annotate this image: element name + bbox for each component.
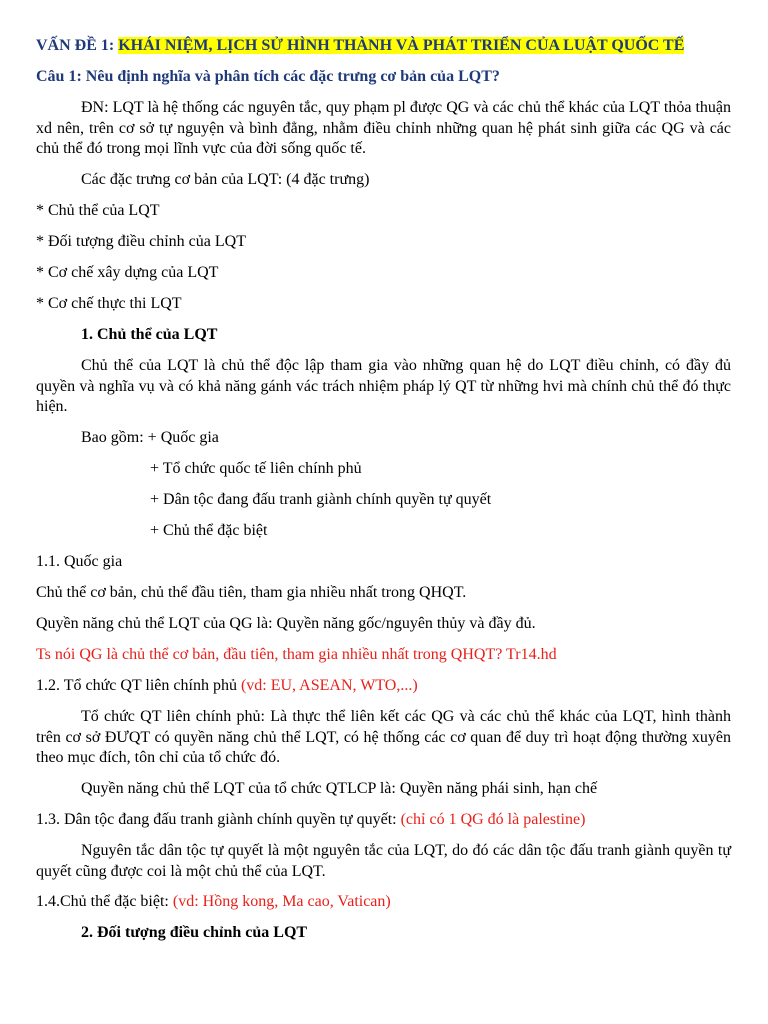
subsection-1-2-example: (vd: EU, ASEAN, WTO,...) — [240, 677, 418, 694]
section1-paragraph: Chủ thể của LQT là chủ thể độc lập tham gia vào những quan hệ do LQT điều chỉnh, có đầy đủ quyền và nghĩa vụ và có khả năng gánh vác trách nhiệm pháp lý QT từ những hvi mà chính chủ thể đó thực hiện. — [36, 357, 731, 415]
subsection-1-3-title: 1.3. Dân tộc đang đấu tranh giành chính quyền tự quyết: — [36, 811, 401, 828]
subsection-1-4-title: 1.4.Chủ thể đặc biệt: — [36, 893, 173, 910]
includes-item: + Chủ thể đặc biệt — [150, 522, 268, 539]
section2-heading: 2. Đối tượng điều chỉnh của LQT — [81, 924, 308, 941]
subsection-1-3-paragraph: Nguyên tắc dân tộc tự quyết là một nguyên tắc của LQT, do đó các dân tộc đấu tranh giành quyền tự quyết cũng được coi là một chủ thể của LQT. — [36, 842, 731, 880]
includes-label: Bao gồm: + Quốc gia — [81, 429, 219, 446]
features-intro: Các đặc trưng cơ bản của LQT: (4 đặc trưng) — [81, 171, 370, 188]
issue-title-highlight: KHÁI NIỆM, LỊCH SỬ HÌNH THÀNH VÀ PHÁT TRIỂN CỦA LUẬT QUỐC TẾ — [118, 37, 685, 54]
issue-title-prefix: VẤN ĐỀ 1: — [36, 37, 119, 54]
subsection-1-3-heading — [36, 810, 585, 830]
section1-heading: 1. Chủ thể của LQT — [81, 326, 218, 343]
subsection-1-1-note: Ts nói QG là chủ thể cơ bản, đầu tiên, tham gia nhiều nhất trong QHQT? Tr14.hd — [36, 646, 557, 663]
subsection-1-2-paragraph: Tổ chức QT liên chính phủ: Là thực thể liên kết các QG và các chủ thể khác của LQT, hình thành trên cơ sở ĐƯQT có quyền năng chủ thể LQT, có hệ thống các cơ quan để duy trì hoạt động thường xuyên theo mục đích, tôn chỉ của tổ chức đó. — [36, 708, 731, 766]
definition-paragraph: ĐN: LQT là hệ thống các nguyên tắc, quy phạm pl được QG và các chủ thể khác của LQT thỏa thuận xd nên, trên cơ sở tự nguyện và bình đẳng, nhằm điều chỉnh những quan hệ phát sinh giữa các QG và các chủ thể đó trong mọi lĩnh vực của đời sống quốc tế. — [36, 99, 731, 157]
subsection-1-2-power: Quyền năng chủ thể LQT của tổ chức QTLCP là: Quyền năng phái sinh, hạn chế — [81, 780, 598, 797]
feature-item: * Đối tượng điều chỉnh của LQT — [36, 233, 246, 250]
subsection-1-3-note: (chỉ có 1 QG đó là palestine) — [400, 811, 586, 828]
question-heading: Câu 1: Nêu định nghĩa và phân tích các đặc trưng cơ bản của LQT? — [36, 68, 500, 85]
subsection-1-1-heading: 1.1. Quốc gia — [36, 553, 123, 570]
includes-item: + Dân tộc đang đấu tranh giành chính quyền tự quyết — [150, 491, 492, 508]
feature-item: * Cơ chế thực thi LQT — [36, 295, 182, 312]
feature-item: * Chủ thể của LQT — [36, 202, 160, 219]
subsection-1-2-title: 1.2. Tổ chức QT liên chính phủ — [36, 677, 241, 694]
issue-title — [36, 36, 684, 56]
subsection-1-4-example: (vd: Hồng kong, Ma cao, Vatican) — [172, 893, 391, 910]
includes-item: + Tổ chức quốc tế liên chính phủ — [150, 460, 362, 477]
subsection-1-1-line: Quyền năng chủ thể LQT của QG là: Quyền năng gốc/nguyên thủy và đầy đủ. — [36, 615, 536, 632]
subsection-1-2-heading — [36, 676, 418, 696]
subsection-1-4-heading — [36, 892, 391, 912]
subsection-1-1-line: Chủ thể cơ bản, chủ thể đầu tiên, tham gia nhiều nhất trong QHQT. — [36, 584, 467, 601]
feature-item: * Cơ chế xây dựng của LQT — [36, 264, 219, 281]
